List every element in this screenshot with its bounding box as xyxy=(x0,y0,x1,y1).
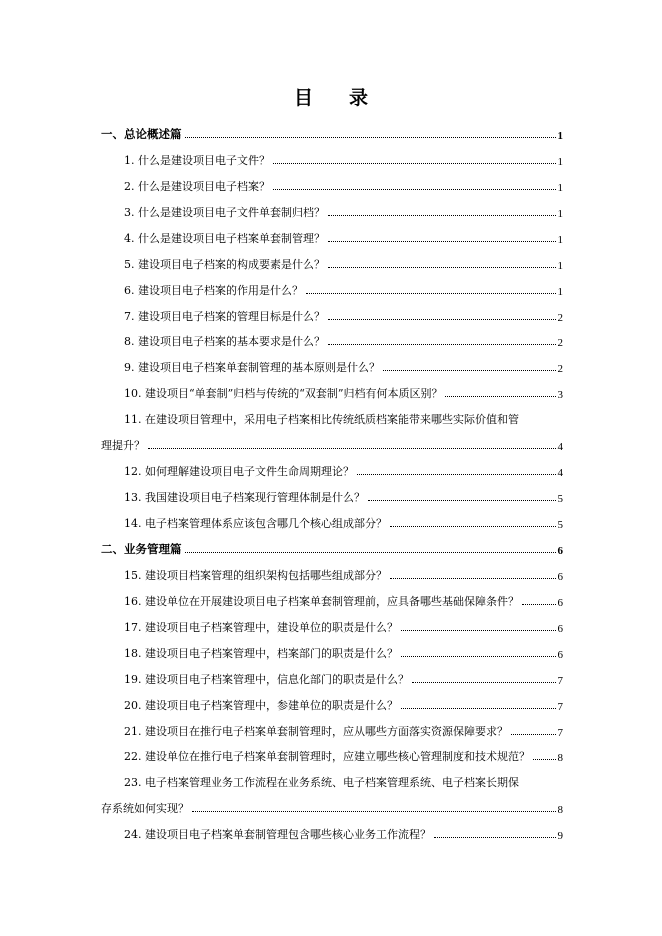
dot-leader xyxy=(328,319,556,320)
toc-entry-text: 18. 建设项目电子档案管理中，档案部门的职责是什么？ xyxy=(124,646,398,660)
dot-leader xyxy=(390,578,556,579)
dot-leader xyxy=(368,500,556,501)
dot-leader xyxy=(328,267,556,268)
toc-page-number: 8 xyxy=(557,752,563,765)
dot-leader xyxy=(273,163,556,164)
dot-leader xyxy=(401,708,556,709)
dot-leader xyxy=(511,734,556,735)
dot-leader xyxy=(412,682,556,683)
toc-entry[interactable] xyxy=(101,298,563,324)
toc-entry-text: 一、总论概述篇 xyxy=(101,126,182,141)
toc-entry[interactable] xyxy=(101,635,563,661)
toc-page-number: 6 xyxy=(557,648,563,661)
dot-leader xyxy=(533,759,556,760)
toc-page-number: 5 xyxy=(557,493,563,506)
toc-page-number: 2 xyxy=(557,337,563,350)
dot-leader xyxy=(401,656,556,657)
toc-page-number: 1 xyxy=(557,155,563,168)
toc-page-number: 8 xyxy=(557,804,563,817)
toc-entry[interactable] xyxy=(101,479,563,505)
dot-leader xyxy=(273,189,556,190)
toc-entry-text: 11. 在建设项目管理中，采用电子档案相比传统纸质档案能带来哪些实际价值和管 xyxy=(124,413,519,427)
toc-entry[interactable] xyxy=(101,324,563,350)
toc-page-number: 2 xyxy=(557,311,563,324)
toc-entry-text: 6. 建设项目电子档案的作用是什么？ xyxy=(124,283,303,297)
dot-leader xyxy=(148,448,556,449)
page-title xyxy=(0,84,662,112)
toc-page-number: 7 xyxy=(557,726,563,739)
toc-entry[interactable] xyxy=(101,557,563,583)
toc-entry-text: 17. 建设项目电子档案管理中，建设单位的职责是什么？ xyxy=(124,620,398,634)
toc-entry[interactable] xyxy=(101,505,563,531)
toc-entry[interactable] xyxy=(101,246,563,272)
toc-entry-text: 13. 我国建设项目电子档案现行管理体制是什么？ xyxy=(124,491,365,505)
dot-leader xyxy=(192,811,556,812)
dot-leader xyxy=(328,344,556,345)
toc-entry-text: 存系统如何实现？ xyxy=(101,802,189,816)
toc-page-number: 1 xyxy=(557,285,563,298)
toc-page-number: 6 xyxy=(557,596,563,609)
dot-leader xyxy=(185,552,556,553)
table-of-contents xyxy=(101,116,563,842)
toc-entry-continuation[interactable] xyxy=(101,790,563,816)
toc-page-number: 6 xyxy=(557,544,563,557)
toc-entry-text: 1. 什么是建设项目电子文件？ xyxy=(124,153,270,167)
toc-section[interactable] xyxy=(101,116,563,142)
toc-entry-text: 20. 建设项目电子档案管理中，参建单位的职责是什么？ xyxy=(124,698,398,712)
dot-leader xyxy=(522,604,556,605)
toc-entry-text: 21. 建设项目在推行电子档案单套制管理时，应从哪些方面落实资源保障要求？ xyxy=(124,724,508,738)
toc-entry-text: 二、业务管理篇 xyxy=(101,541,182,556)
toc-entry-text: 10. 建设项目“单套制”归档与传统的“双套制”归档有何本质区别？ xyxy=(124,387,443,401)
dot-leader xyxy=(390,526,556,527)
toc-entry[interactable] xyxy=(101,687,563,713)
title-part-2: 录 xyxy=(349,87,369,109)
toc-entry-text: 23. 电子档案管理业务工作流程在业务系统、电子档案管理系统、电子档案长期保 xyxy=(124,776,519,790)
toc-section[interactable] xyxy=(101,531,563,557)
toc-entry-text: 16. 建设单位在开展建设项目电子档案单套制管理前，应具备哪些基础保障条件？ xyxy=(124,594,519,608)
toc-entry[interactable] xyxy=(101,401,563,427)
toc-entry-continuation[interactable] xyxy=(101,427,563,453)
toc-entry[interactable] xyxy=(101,272,563,298)
toc-entry-text: 24. 建设项目电子档案单套制管理包含哪些核心业务工作流程？ xyxy=(124,828,431,842)
toc-entry[interactable] xyxy=(101,609,563,635)
dot-leader xyxy=(185,137,556,138)
dot-leader xyxy=(445,396,555,397)
toc-entry-text: 8. 建设项目电子档案的基本要求是什么？ xyxy=(124,335,325,349)
toc-entry-text: 7. 建设项目电子档案的管理目标是什么？ xyxy=(124,309,325,323)
toc-entry-text: 14. 电子档案管理体系应该包含哪几个核心组成部分？ xyxy=(124,517,387,530)
toc-entry-text: 理提升？ xyxy=(101,439,145,453)
toc-entry[interactable] xyxy=(101,453,563,479)
toc-entry[interactable] xyxy=(101,713,563,739)
dot-leader xyxy=(306,293,556,294)
toc-entry[interactable] xyxy=(101,349,563,375)
dot-leader xyxy=(328,241,556,242)
dot-leader xyxy=(401,630,556,631)
toc-page-number: 2 xyxy=(557,363,563,376)
dot-leader xyxy=(434,837,556,838)
toc-entry[interactable] xyxy=(101,583,563,609)
toc-page-number: 1 xyxy=(557,259,563,272)
toc-page-number: 6 xyxy=(557,622,563,635)
toc-entry-text: 5. 建设项目电子档案的构成要素是什么？ xyxy=(124,257,325,271)
toc-entry[interactable] xyxy=(101,375,563,401)
title-part-1: 目 xyxy=(293,87,313,109)
toc-entry[interactable] xyxy=(101,661,563,687)
toc-page-number: 5 xyxy=(557,519,563,531)
toc-page-number: 4 xyxy=(557,467,563,480)
toc-entry-text: 9. 建设项目电子档案单套制管理的基本原则是什么？ xyxy=(124,361,380,375)
toc-entry[interactable] xyxy=(101,739,563,765)
toc-page-number: 1 xyxy=(557,129,563,142)
toc-entry-text: 2. 什么是建设项目电子档案？ xyxy=(124,179,270,193)
toc-page-number: 3 xyxy=(557,389,563,402)
toc-page-number: 1 xyxy=(557,207,563,220)
toc-page-number: 1 xyxy=(557,233,563,246)
toc-page-number: 6 xyxy=(557,570,563,583)
toc-entry-text: 22. 建设单位在推行电子档案单套制管理时，应建立哪些核心管理制度和技术规范？ xyxy=(124,750,530,764)
toc-entry[interactable] xyxy=(101,764,563,790)
toc-entry[interactable] xyxy=(101,194,563,220)
dot-leader xyxy=(357,474,556,475)
toc-entry[interactable] xyxy=(101,220,563,246)
toc-entry[interactable] xyxy=(101,168,563,194)
toc-entry-text: 15. 建设项目档案管理的组织架构包括哪些组成部分？ xyxy=(124,568,387,582)
toc-entry-text: 3. 什么是建设项目电子文件单套制归档？ xyxy=(124,205,325,219)
toc-page-number: 7 xyxy=(557,700,563,713)
toc-entry-text: 19. 建设项目电子档案管理中，信息化部门的职责是什么？ xyxy=(124,672,409,686)
toc-entry[interactable] xyxy=(101,142,563,168)
toc-page-number: 1 xyxy=(557,181,563,194)
dot-leader xyxy=(383,370,556,371)
toc-page-number: 4 xyxy=(557,441,563,454)
toc-entry[interactable] xyxy=(101,816,563,842)
toc-page-number: 9 xyxy=(557,830,563,843)
dot-leader xyxy=(328,215,556,216)
toc-entry-text: 4. 什么是建设项目电子档案单套制管理？ xyxy=(124,231,325,245)
toc-entry-text: 12. 如何理解建设项目电子文件生命周期理论？ xyxy=(124,465,354,479)
toc-page-number: 7 xyxy=(557,674,563,687)
